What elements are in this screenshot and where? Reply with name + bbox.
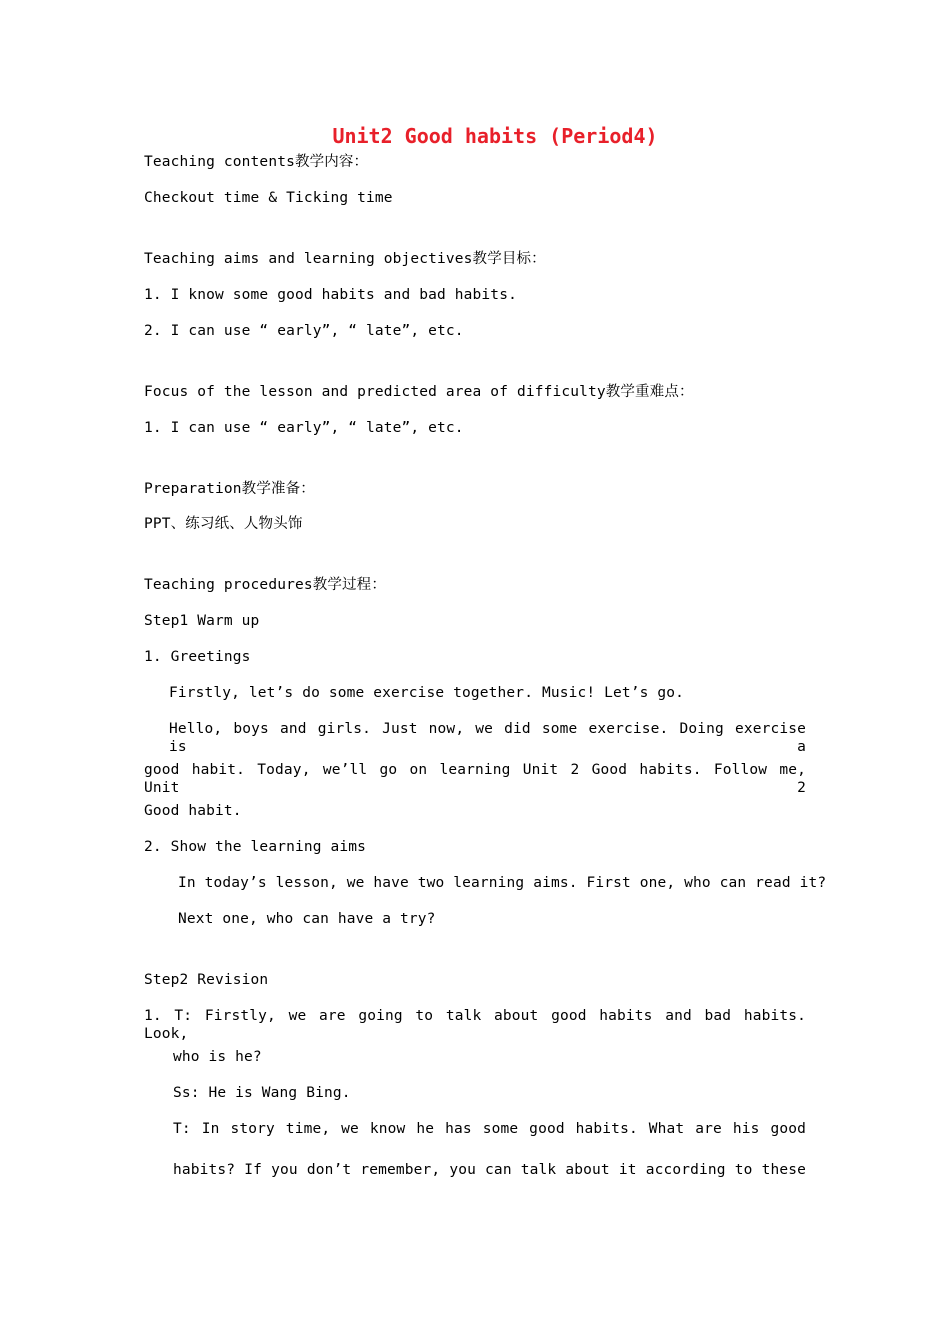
step1-learning-aims-text: Next one, who can have a try?: [178, 911, 436, 927]
step2-heading: Step2 Revision: [144, 972, 269, 988]
aims-heading: Teaching aims and learning objectives教学目标：: [144, 251, 546, 267]
step1-learning-aims-text: In today’s lesson, we have two learning aims. First one, who can read it?: [178, 875, 827, 891]
aim-item-2: 2. I can use “ early”, “ late”, etc.: [144, 323, 464, 339]
procedures-heading: Teaching procedures教学过程：: [144, 577, 386, 593]
aim-item-1: 1. I know some good habits and bad habits.: [144, 287, 517, 303]
step1-heading: Step1 Warm up: [144, 613, 260, 629]
step1-greetings-text: Firstly, let’s do some exercise together. Music! Let’s go.: [169, 685, 685, 701]
preparation-heading: Preparation教学准备：: [144, 481, 315, 497]
step1-greetings-text: Good habit.: [144, 803, 242, 819]
step2-revision-text: habits? If you don’t remember, you can talk about it according to these: [173, 1162, 806, 1178]
step2-revision-text: T: In story time, we know he has some good habits. What are his good: [173, 1121, 806, 1137]
step1-greetings: 1. Greetings: [144, 649, 251, 665]
teaching-contents-value: Checkout time & Ticking time: [144, 190, 393, 206]
step1-greetings-text: Hello, boys and girls. Just now, we did some exercise. Doing exercise is a: [169, 721, 806, 755]
step2-revision-text: 1. T: Firstly, we are going to talk about good habits and bad habits. Look,: [144, 1008, 806, 1042]
focus-heading: Focus of the lesson and predicted area of difficulty教学重难点：: [144, 384, 694, 400]
step1-greetings-text: good habit. Today, we’ll go on learning Unit 2 Good habits. Follow me, Unit 2: [144, 762, 806, 796]
preparation-value: PPT、练习纸、人物头饰: [144, 516, 303, 532]
step2-revision-text: who is he?: [173, 1049, 262, 1065]
document-title: Unit2 Good habits (Period4): [332, 124, 658, 148]
focus-item-1: 1. I can use “ early”, “ late”, etc.: [144, 420, 464, 436]
teaching-contents-heading: Teaching contents教学内容：: [144, 154, 369, 170]
step2-revision-text: Ss: He is Wang Bing.: [173, 1085, 351, 1101]
step1-learning-aims: 2. Show the learning aims: [144, 839, 366, 855]
